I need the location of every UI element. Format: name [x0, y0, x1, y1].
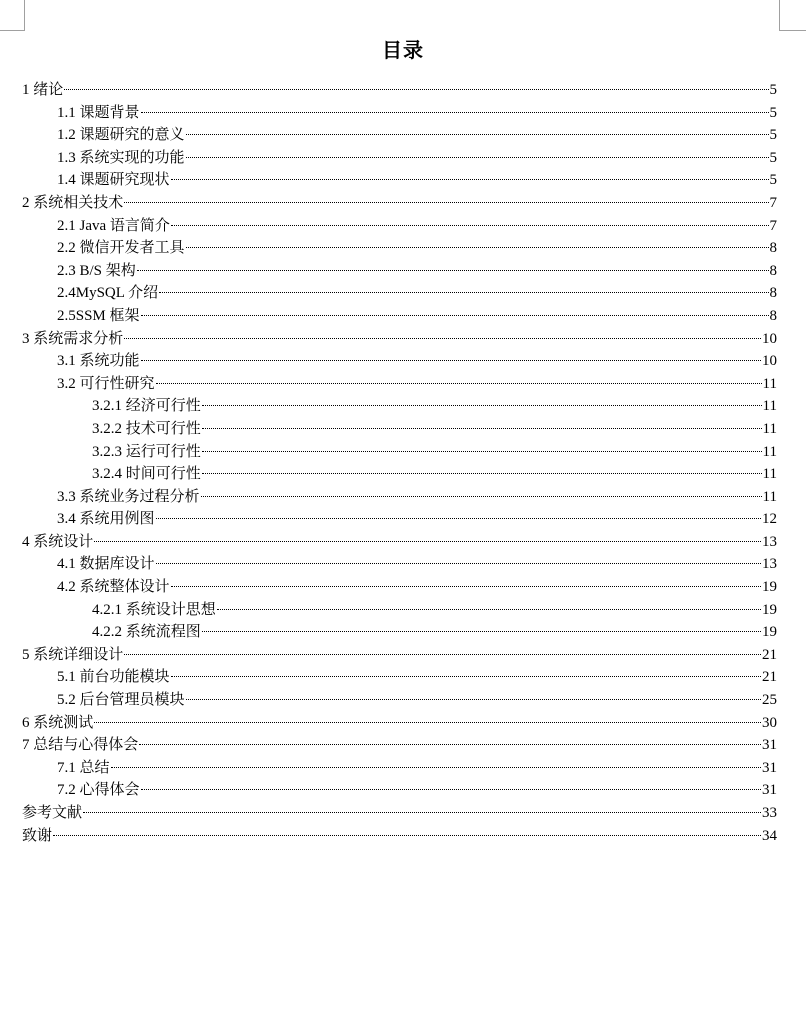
toc-entry-page-number: 8: [769, 240, 777, 257]
toc-entry[interactable]: [22, 215, 777, 238]
toc-entry-page-number: 19: [762, 579, 777, 596]
toc-entry[interactable]: [22, 237, 777, 260]
toc-entry[interactable]: [22, 441, 777, 464]
toc-entry[interactable]: [22, 689, 777, 712]
toc-entry[interactable]: [22, 328, 777, 351]
toc-entry-label: 2.4MySQL 介绍: [57, 285, 159, 302]
toc-dot-leader: [202, 631, 761, 632]
toc-entry-label: 3.2.1 经济可行性: [92, 398, 201, 415]
toc-entry[interactable]: [22, 463, 777, 486]
toc-entry[interactable]: [22, 395, 777, 418]
toc-entry-page-number: 31: [762, 737, 777, 754]
toc-entry[interactable]: [22, 147, 777, 170]
toc-entry-label: 3.3 系统业务过程分析: [57, 488, 200, 505]
toc-entry[interactable]: [22, 553, 777, 576]
toc-entry-label: 2.3 B/S 架构: [57, 262, 136, 279]
toc-entry[interactable]: [22, 102, 777, 125]
toc-entry-label: 6 系统测试: [22, 714, 94, 731]
toc-entry-label: 1 绪论: [22, 82, 64, 98]
toc-dot-leader: [124, 654, 761, 655]
toc-list: [22, 79, 777, 847]
toc-entry-page-number: 11: [762, 398, 777, 415]
toc-dot-leader: [53, 835, 761, 836]
toc-entry-page-number: 7: [769, 217, 777, 234]
toc-dot-leader: [156, 383, 762, 384]
toc-entry[interactable]: [22, 169, 777, 192]
toc-entry-page-number: 11: [762, 375, 777, 392]
toc-entry-label: 3.4 系统用例图: [57, 511, 155, 528]
toc-dot-leader: [83, 812, 761, 813]
toc-entry-label: 5.2 后台管理员模块: [57, 692, 185, 709]
toc-entry[interactable]: [22, 124, 777, 147]
toc-dot-leader: [137, 270, 769, 271]
toc-entry-page-number: 13: [762, 533, 777, 550]
toc-entry[interactable]: [22, 712, 777, 735]
toc-entry-label: 4 系统设计: [22, 533, 94, 550]
toc-entry-page-number: 8: [769, 262, 777, 279]
toc-dot-leader: [139, 744, 761, 745]
toc-entry-label: 2.2 微信开发者工具: [57, 240, 185, 257]
toc-entry[interactable]: [22, 779, 777, 802]
toc-entry-page-number: 7: [769, 194, 777, 211]
toc-entry-page-number: 5: [769, 104, 777, 121]
toc-dot-leader: [202, 451, 762, 452]
toc-dot-leader: [111, 767, 761, 768]
toc-dot-leader: [202, 428, 762, 429]
toc-entry-page-number: 34: [762, 827, 777, 844]
toc-entry-label: 1.3 系统实现的功能: [57, 149, 185, 166]
toc-entry-page-number: 11: [762, 488, 777, 505]
toc-entry-label: 1.2 课题研究的意义: [57, 127, 185, 144]
toc-entry-label: 2.1 Java 语言简介: [57, 217, 170, 234]
toc-entry[interactable]: [22, 373, 777, 396]
toc-entry-page-number: 11: [762, 420, 777, 437]
toc-entry-label: 3.1 系统功能: [57, 353, 140, 370]
toc-entry-label: 致谢: [22, 827, 53, 844]
toc-entry-label: 4.2.1 系统设计思想: [92, 601, 216, 618]
toc-dot-leader: [156, 518, 761, 519]
toc-dot-leader: [156, 563, 761, 564]
toc-entry-page-number: 33: [762, 805, 777, 821]
toc-entry-page-number: 31: [762, 759, 777, 776]
toc-entry[interactable]: [22, 486, 777, 509]
toc-dot-leader: [141, 789, 761, 790]
toc-entry[interactable]: [22, 757, 777, 780]
toc-entry[interactable]: [22, 644, 777, 667]
toc-entry-page-number: 10: [762, 353, 777, 370]
toc-dot-leader: [186, 134, 769, 135]
toc-entry[interactable]: [22, 802, 777, 825]
toc-entry-page-number: 21: [762, 669, 777, 686]
toc-entry-page-number: 31: [762, 782, 777, 799]
toc-entry-page-number: 10: [762, 330, 777, 347]
crop-mark-top-left: [0, 0, 25, 31]
toc-dot-leader: [124, 202, 768, 203]
toc-dot-leader: [141, 315, 769, 316]
toc-dot-leader: [124, 338, 761, 339]
toc-entry-label: 5.1 前台功能模块: [57, 669, 170, 686]
toc-entry-label: 2 系统相关技术: [22, 194, 124, 211]
toc-entry[interactable]: [22, 599, 777, 622]
toc-entry[interactable]: [22, 734, 777, 757]
toc-entry-label: 3.2.2 技术可行性: [92, 420, 201, 437]
toc-entry[interactable]: [22, 508, 777, 531]
toc-entry[interactable]: [22, 531, 777, 554]
toc-dot-leader: [171, 179, 769, 180]
toc-dot-leader: [186, 247, 769, 248]
crop-mark-top-right: [779, 0, 806, 31]
toc-entry[interactable]: [22, 260, 777, 283]
toc-dot-leader: [159, 292, 768, 293]
toc-entry-page-number: 5: [769, 149, 777, 166]
toc-entry[interactable]: [22, 192, 777, 215]
toc-entry-page-number: 19: [762, 624, 777, 641]
toc-entry-label: 参考文献: [22, 805, 83, 821]
toc-entry-page-number: 8: [769, 307, 777, 324]
toc-entry-page-number: 5: [769, 127, 777, 144]
toc-entry[interactable]: [22, 282, 777, 305]
toc-entry-label: 5 系统详细设计: [22, 646, 124, 663]
toc-entry-page-number: 5: [769, 82, 777, 98]
toc-entry-page-number: 25: [762, 692, 777, 709]
toc-entry[interactable]: [22, 621, 777, 644]
toc-entry-label: 7 总结与心得体会: [22, 737, 139, 754]
toc-dot-leader: [64, 89, 768, 90]
toc-dot-leader: [186, 157, 769, 158]
toc-entry-label: 4.2 系统整体设计: [57, 579, 170, 596]
toc-dot-leader: [141, 112, 769, 113]
toc-entry[interactable]: [22, 418, 777, 441]
toc-entry-page-number: 30: [762, 714, 777, 731]
toc-dot-leader: [217, 609, 761, 610]
toc-title: 目录: [382, 38, 424, 62]
toc-dot-leader: [202, 473, 762, 474]
toc-dot-leader: [201, 496, 762, 497]
toc-entry-label: 4.1 数据库设计: [57, 556, 155, 573]
toc-dot-leader: [94, 541, 761, 542]
toc-entry-label: 1.1 课题背景: [57, 104, 140, 121]
toc-entry-label: 3 系统需求分析: [22, 330, 124, 347]
toc-dot-leader: [171, 586, 761, 587]
toc-entry-label: 2.5SSM 框架: [57, 307, 140, 324]
toc-entry-page-number: 12: [762, 511, 777, 528]
toc-dot-leader: [141, 360, 761, 361]
toc-entry[interactable]: [22, 350, 777, 373]
toc-dot-leader: [171, 225, 769, 226]
toc-entry-label: 1.4 课题研究现状: [57, 172, 170, 189]
toc-entry[interactable]: [22, 825, 777, 848]
toc-entry-page-number: 5: [769, 172, 777, 189]
toc-entry-label: 3.2 可行性研究: [57, 375, 155, 392]
toc-dot-leader: [202, 405, 762, 406]
toc-entry-page-number: 8: [769, 285, 777, 302]
toc-entry-label: 3.2.3 运行可行性: [92, 443, 201, 460]
toc-entry[interactable]: [22, 576, 777, 599]
toc-dot-leader: [186, 699, 761, 700]
toc-entry-label: 4.2.2 系统流程图: [92, 624, 201, 641]
toc-entry-page-number: 13: [762, 556, 777, 573]
toc-entry-label: 7.2 心得体会: [57, 782, 140, 799]
toc-dot-leader: [94, 722, 761, 723]
toc-entry-page-number: 19: [762, 601, 777, 618]
toc-entry[interactable]: [22, 305, 777, 328]
toc-entry-page-number: 11: [762, 466, 777, 483]
toc-entry-label: 3.2.4 时间可行性: [92, 466, 201, 483]
toc-entry-page-number: 11: [762, 443, 777, 460]
toc-entry-page-number: 21: [762, 646, 777, 663]
toc-entry[interactable]: [22, 79, 777, 102]
toc-dot-leader: [171, 676, 761, 677]
toc-entry[interactable]: [22, 666, 777, 689]
toc-entry-label: 7.1 总结: [57, 759, 110, 776]
